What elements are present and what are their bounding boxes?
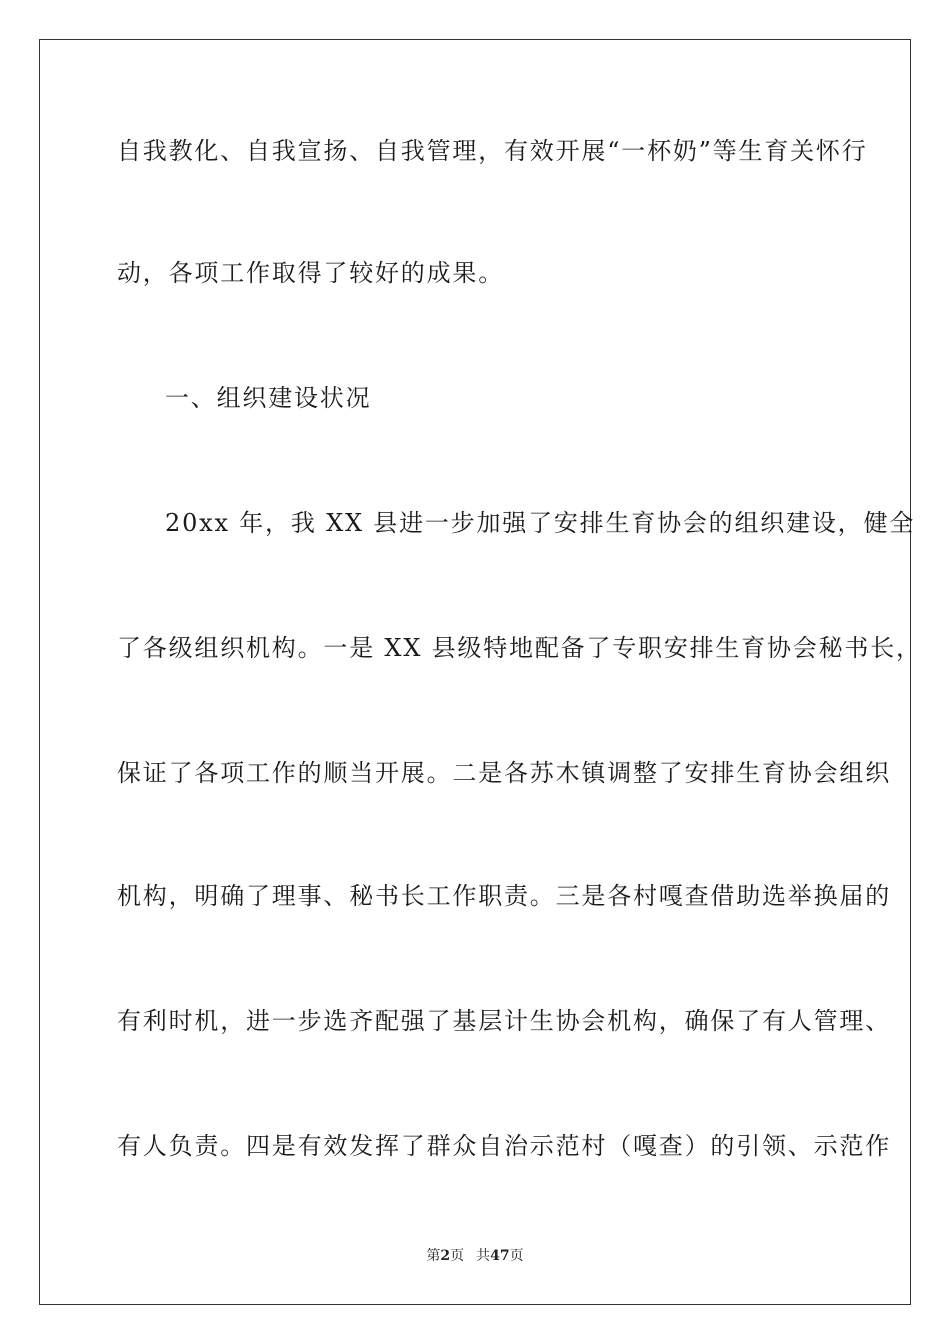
body-text-line: 自我教化、自我宣扬、自我管理，有效开展“一杯奶”等生育关怀行 [117,137,868,165]
total-prefix: 共 [476,1248,491,1264]
page-footer [0,1247,950,1265]
page-suffix: 页 [450,1248,465,1264]
page-prefix: 第 [426,1248,441,1264]
section-heading: 一、组织建设状况 [165,384,372,412]
total-suffix: 页 [509,1248,524,1264]
page-border [39,39,911,1305]
body-text-line: 机构，明确了理事、秘书长工作职责。三是各村嘎查借助选举换届的 [117,882,891,910]
body-text-line: 动，各项工作取得了较好的成果。 [117,259,504,287]
body-text-line: 有利时机，进一步选齐配强了基层计生协会机构，确保了有人管理、 [117,1007,891,1035]
body-text-line: 有人负责。四是有效发挥了群众自治示范村（嘎查）的引领、示范作 [117,1132,891,1160]
body-text-line: 了各级组织机构。一是 XX 县级特地配备了专职安排生育协会秘书长， [117,634,922,662]
total-pages: 47 [490,1248,510,1264]
body-text-line: 20xx 年，我 XX 县进一步加强了安排生育协会的组织建设，健全 [165,509,916,537]
body-text-line: 保证了各项工作的顺当开展。二是各苏木镇调整了安排生育协会组织 [117,759,891,787]
page-number: 2 [440,1248,451,1264]
